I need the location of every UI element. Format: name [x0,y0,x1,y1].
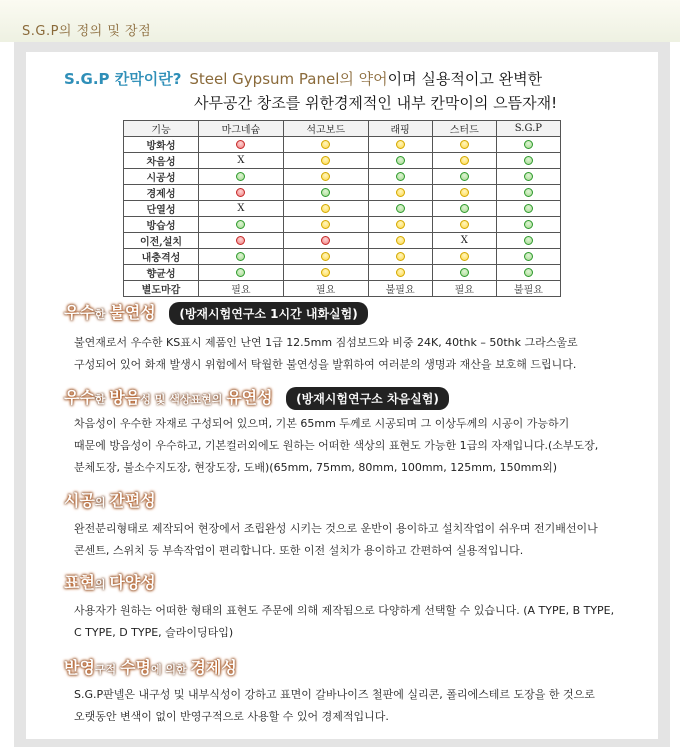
smiley-good-icon [236,220,245,229]
rating-cell [283,265,368,281]
table-row [124,201,561,217]
smiley-neutral-icon [321,252,330,261]
heading-part: 경제성 [190,658,237,677]
smiley-neutral-icon [396,220,405,229]
feature-cell: 차음성 [124,153,199,169]
rating-cell [496,233,560,249]
intro-tag: S.G.P 칸막이란? [64,70,182,88]
body-line: 구성되어 있어 화재 발생시 위험에서 탁월한 불연성을 발휘하여 여러분의 생명과 재산을 보호해 드립니다. [74,358,577,371]
body-line: 때문에 방음성이 우수하고, 기본컬러외에도 원하는 어떠한 색상의 표현도 가능한 1급의 자재입니다.(소부도장, [74,439,599,452]
smiley-good-icon [524,268,533,277]
rating-cell [432,249,496,265]
body-line: S.G.P판넬은 내구성 및 내부식성이 강하고 표면이 갈바나이즈 철판에 실리콘, 폴리에스테르 도장을 한 것으로 [74,688,595,701]
cell-text: 불필요 [513,285,543,296]
smiley-neutral-icon [396,268,405,277]
rating-cell [368,153,432,169]
x-mark: X [237,155,245,166]
heading-part: 에 의한 [150,663,191,676]
smiley-good-icon [524,188,533,197]
table-row [124,233,561,249]
rating-cell [283,233,368,249]
table-row [124,169,561,185]
rating-cell [432,217,496,233]
rating-cell [368,217,432,233]
section-body-fireproof [74,332,644,376]
body-line: 불연재로서 우수한 KS표시 제품인 난연 1급 12.5mm 짐섬보드와 비중 24K, 40thk – 50thk 그라스울로 [74,336,578,349]
heading-part: 방음 [109,388,141,407]
smiley-good-icon [524,172,533,181]
table-header: 기능 [124,121,199,137]
smiley-good-icon [524,236,533,245]
rating-cell [199,201,284,217]
rating-cell [199,281,284,297]
feature-cell: 별도마감 [124,281,199,297]
smiley-neutral-icon [396,140,405,149]
heading-part: 의 [94,496,110,509]
feature-cell: 경제성 [124,185,199,201]
intro-english: Steel Gypsum Panel의 약어 [189,70,388,88]
table-row [124,249,561,265]
rating-cell [496,281,560,297]
rating-cell [199,265,284,281]
table-header: 마그네슘 [199,121,284,137]
test-badge: (방재시험연구소 1시간 내화실험) [169,302,367,325]
heading-part: 다양성 [109,573,156,592]
heading-part: 한 [94,393,110,406]
cell-text: 불필요 [385,285,415,296]
section-body-installation [74,518,644,562]
body-line: C TYPE, D TYPE, 슬라이딩타입) [74,626,234,639]
rating-cell [432,153,496,169]
test-badge: (방재시험연구소 차음실험) [286,387,449,410]
heading-part: 의 [94,578,110,591]
smiley-neutral-icon [321,204,330,213]
body-line: 콘센트, 스위치 등 부속작업이 편리합니다. 또한 이전 설치가 용이하고 간편하여 실용적입니다. [74,544,524,557]
cell-text: 필요 [316,285,336,296]
smiley-neutral-icon [396,236,405,245]
section-heading-installation [64,488,156,511]
rating-cell [283,185,368,201]
smiley-good-icon [524,140,533,149]
smiley-neutral-icon [321,268,330,277]
rating-cell [199,233,284,249]
feature-cell: 방화성 [124,137,199,153]
body-line: 분체도장, 불소수지도장, 현장도장, 도배)(65mm, 75mm, 80mm, 100mm, 125mm, 150mm외) [74,461,558,474]
rating-cell [496,137,560,153]
section-body-soundproof [74,413,644,479]
table-row [124,281,561,297]
rating-cell [432,233,496,249]
smiley-neutral-icon [460,156,469,165]
intro-line-2: 사무공간 창조를 위한경제적인 내부 칸막이의 으뜸자재! [194,94,558,112]
feature-cell: 이전,설치 [124,233,199,249]
rating-cell [432,169,496,185]
table-body [124,137,561,297]
rating-cell [368,137,432,153]
smiley-bad-icon [236,140,245,149]
smiley-neutral-icon [321,220,330,229]
feature-cell: 내충격성 [124,249,199,265]
rating-cell [432,137,496,153]
rating-cell [496,265,560,281]
rating-cell [283,137,368,153]
table-header-row [124,121,561,137]
smiley-good-icon [236,172,245,181]
table-row [124,153,561,169]
smiley-good-icon [460,268,469,277]
smiley-good-icon [396,156,405,165]
rating-cell [199,185,284,201]
table-row [124,185,561,201]
rating-cell [432,185,496,201]
rating-cell [283,169,368,185]
feature-cell: 시공성 [124,169,199,185]
rating-cell [496,185,560,201]
rating-cell [496,201,560,217]
rating-cell [368,249,432,265]
table-row [124,217,561,233]
rating-cell [283,217,368,233]
rating-cell [496,153,560,169]
body-line: 완전분리형태로 제작되어 현장에서 조립완성 시키는 것으로 운반이 용이하고 설치작업이 쉬우며 전기배선이나 [74,522,598,535]
heading-part: 성 및 색상표현의 [140,393,227,406]
x-mark: X [460,235,468,246]
table-header: S.G.P [496,121,560,137]
rating-cell [199,169,284,185]
heading-part: 우수 [64,303,95,322]
page-title: S.G.P의 정의 및 장점 [22,24,152,39]
heading-part: 한 [94,308,110,321]
title-bar [0,0,680,42]
x-mark: X [237,203,245,214]
table-row [124,265,561,281]
smiley-good-icon [321,188,330,197]
smiley-good-icon [524,252,533,261]
smiley-neutral-icon [321,172,330,181]
smiley-good-icon [460,204,469,213]
heading-part: 유연성 [226,388,273,407]
section-heading-fireproof [64,300,368,325]
section-heading-soundproof [64,385,449,410]
smiley-neutral-icon [460,252,469,261]
heading-part: 간편성 [109,491,156,510]
smiley-bad-icon [236,188,245,197]
smiley-good-icon [396,204,405,213]
rating-cell [283,281,368,297]
heading-part: 수명 [120,658,151,677]
section-body-economy [74,684,644,728]
feature-cell: 단열성 [124,201,199,217]
rating-cell [432,281,496,297]
heading-part: 구적 [94,663,121,676]
heading-part: 표현 [64,573,95,592]
smiley-good-icon [460,172,469,181]
smiley-good-icon [524,156,533,165]
body-line: 사용자가 원하는 어떠한 형태의 표현도 주문에 의해 제작됨으로 다양하게 선택할 수 있습니다. (A TYPE, B TYPE, [74,604,615,617]
body-line: 차음성이 우수한 자재로 구성되어 있으며, 기본 65mm 두께로 시공되며 그 이상두께의 시공이 가능하기 [74,417,570,430]
smiley-good-icon [236,252,245,261]
rating-cell [199,137,284,153]
cell-text: 필요 [231,285,251,296]
rating-cell [199,217,284,233]
rating-cell [368,169,432,185]
smiley-bad-icon [321,236,330,245]
body-line: 오랫동안 변색이 없이 반영구적으로 사용할 수 있어 경제적입니다. [74,710,389,723]
smiley-neutral-icon [460,220,469,229]
rating-cell [496,249,560,265]
rating-cell [368,185,432,201]
section-heading-economy [64,655,237,678]
heading-part: 시공 [64,491,95,510]
smiley-good-icon [524,220,533,229]
smiley-neutral-icon [460,188,469,197]
intro-line-1 [64,68,542,89]
table-header: 래핑 [368,121,432,137]
section-body-variety [74,600,644,644]
smiley-bad-icon [236,236,245,245]
rating-cell [496,217,560,233]
smiley-good-icon [524,204,533,213]
rating-cell [199,153,284,169]
heading-part: 우수 [64,388,95,407]
feature-cell: 방습성 [124,217,199,233]
rating-cell [283,201,368,217]
rating-cell [368,281,432,297]
heading-part: 반영 [64,658,95,677]
smiley-neutral-icon [321,156,330,165]
intro-rest: 이며 실용적이고 완벽한 [387,70,543,88]
smiley-neutral-icon [396,252,405,261]
rating-cell [199,249,284,265]
rating-cell [432,265,496,281]
rating-cell [496,169,560,185]
rating-cell [368,201,432,217]
rating-cell [283,249,368,265]
feature-cell: 향균성 [124,265,199,281]
table-header: 석고보드 [283,121,368,137]
smiley-neutral-icon [321,140,330,149]
smiley-neutral-icon [396,188,405,197]
table-header: 스터드 [432,121,496,137]
smiley-good-icon [236,268,245,277]
cell-text: 필요 [454,285,474,296]
section-heading-variety [64,570,156,593]
rating-cell [368,265,432,281]
heading-part: 불연성 [109,303,156,322]
smiley-neutral-icon [460,140,469,149]
rating-cell [283,153,368,169]
table-row [124,137,561,153]
smiley-good-icon [396,172,405,181]
comparison-table [123,120,561,297]
rating-cell [368,233,432,249]
rating-cell [432,201,496,217]
